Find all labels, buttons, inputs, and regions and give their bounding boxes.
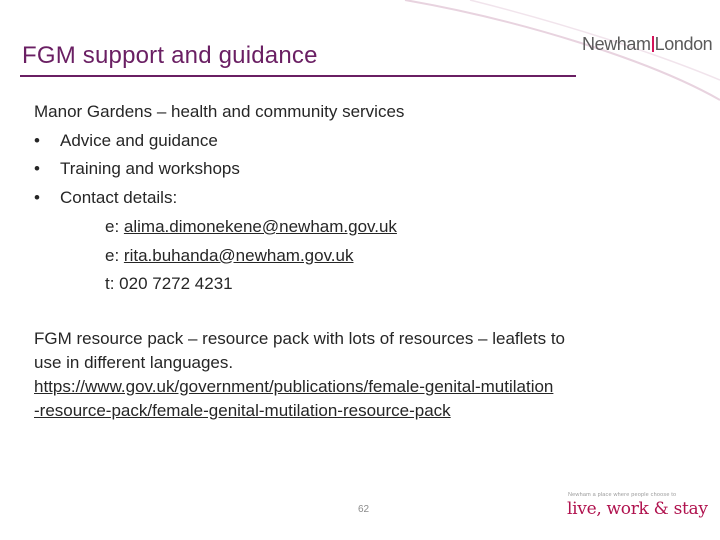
resource-name: FGM resource pack: [34, 329, 184, 348]
phone-number: 020 7272 4231: [119, 274, 233, 294]
resource-desc: – resource pack with lots of resources – leaflets to: [183, 329, 566, 348]
contact-prefix: t:: [105, 274, 120, 294]
page-number: 62: [358, 504, 370, 515]
footer-brand: live, work & stay: [567, 499, 708, 519]
logo-london-text: London: [654, 34, 713, 54]
bullet: •: [34, 130, 40, 150]
list-item: [34, 127, 674, 156]
resource-pack-section: [34, 327, 674, 423]
contact-prefix: e:: [105, 245, 124, 265]
manor-org: Manor Gardens: [34, 102, 153, 121]
logo-newham-text: Newham: [582, 34, 651, 54]
resource-url-line2: [34, 399, 674, 423]
contact-email-2: [34, 242, 674, 271]
resource-url-link-continued[interactable]: -resource-pack/female-genital-mutilation-resource-pack: [34, 401, 451, 420]
manor-heading: [34, 98, 674, 127]
email-link-alima[interactable]: alima.dimonekene@newham.gov.uk: [123, 216, 397, 236]
resource-url-line1: [34, 375, 674, 399]
resource-url-link[interactable]: https://www.gov.uk/government/publications/female-genital-mutilation: [34, 377, 554, 396]
bullet: •: [34, 188, 40, 208]
newham-london-logo: [582, 34, 712, 55]
resource-heading: [34, 327, 674, 351]
title-underline: [20, 75, 576, 77]
logo-divider: [652, 36, 654, 52]
resource-desc-line2: use in different languages.: [34, 353, 234, 372]
manor-gardens-section: [34, 98, 674, 299]
footer-tagline: Newham a place where people choose to: [568, 492, 677, 498]
contact-phone: [34, 270, 674, 299]
contact-prefix: e:: [105, 216, 124, 236]
contact-email-1: [34, 213, 674, 242]
list-item: [34, 184, 674, 213]
email-link-rita[interactable]: rita.buhanda@newham.gov.uk: [123, 245, 354, 265]
list-item-text: Contact details:: [60, 188, 178, 208]
page-title: FGM support and guidance: [22, 42, 318, 69]
manor-desc: – health and community services: [152, 102, 405, 121]
list-item: [34, 155, 674, 184]
bullet: •: [34, 159, 40, 179]
list-item-text: Training and workshops: [60, 159, 240, 179]
list-item-text: Advice and guidance: [60, 130, 218, 150]
